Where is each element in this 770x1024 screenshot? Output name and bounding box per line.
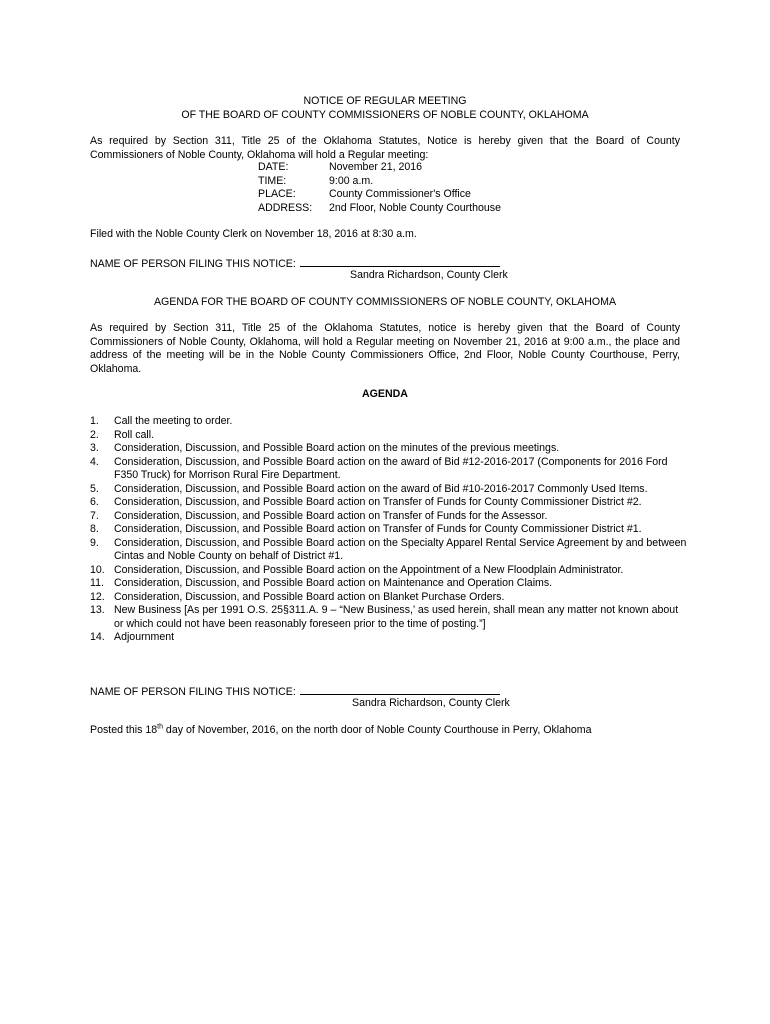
agenda-item-number: 12.	[90, 590, 105, 603]
agenda-item-number: 13.	[90, 604, 105, 616]
agenda-item-number: 14.	[90, 631, 105, 643]
detail-label: DATE:	[258, 161, 289, 173]
agenda-item-number: 11.	[90, 577, 104, 589]
notice-title-line1: NOTICE OF REGULAR MEETING	[303, 95, 467, 107]
agenda-item	[90, 496, 690, 510]
agenda-item-text: Consideration, Discussion, and Possible Board action on Transfer of Funds for County Commissioner District #1.	[114, 523, 642, 535]
agenda-item-text: Consideration, Discussion, and Possible Board action on Transfer of Funds for County Commissioner District #2.	[114, 496, 642, 508]
posted-ordinal: th	[157, 723, 163, 731]
agenda-item-text: New Business [As per 1991 O.S. 25§311.A. 9 – “New Business,’ as used herein, shall mean any matter not known about or which could not have been reasonably foreseen prior to the time of posting.”]	[114, 604, 679, 630]
detail-label: TIME:	[258, 174, 287, 187]
detail-label: ADDRESS:	[258, 201, 313, 214]
agenda-item-text: Adjournment	[114, 631, 175, 643]
agenda-item	[90, 523, 690, 537]
notice-intro-paragraph: As required by Section 311, Title 25 of the Oklahoma Statutes, Notice is hereby given that the Board of County Commissioners of Noble County, Oklahoma will hold a Regular meeting:	[90, 135, 680, 161]
detail-value: November 21, 2016	[329, 161, 423, 173]
agenda-item-text: Call the meeting to order.	[114, 415, 233, 427]
filing-name: Sandra Richardson, County Clerk	[350, 269, 508, 281]
agenda-item	[90, 537, 690, 564]
agenda-item-text: Consideration, Discussion, and Possible Board action on the award of Bid #10-2016-2017 Commonly Used Items.	[114, 482, 648, 495]
agenda-item-text: Roll call.	[114, 428, 155, 441]
agenda-intro-paragraph: As required by Section 311, Title 25 of the Oklahoma Statutes, notice is hereby given that the Board of County Commissioners of Noble County, Oklahoma, will hold a Regular meeting on November 21, 2016 at 9:00 a.m., the place and address of the meeting will be in the Noble County Commissioners Office, 2nd Floor, Noble County Courthouse, Perry, Oklahoma.	[90, 322, 680, 375]
signature-blank-2	[300, 684, 500, 695]
agenda-item	[90, 442, 690, 456]
filing-label-2: NAME OF PERSON FILING THIS NOTICE:	[90, 686, 296, 698]
agenda-item	[90, 564, 690, 578]
meeting-details-table	[258, 161, 501, 215]
agenda-item-text: Consideration, Discussion, and Possible Board action on the award of Bid #12-2016-2017 (Components for 2016 Ford F350 Truck) for Morrison Rural Fire Department.	[114, 455, 668, 481]
posted-statement	[90, 724, 680, 738]
agenda-item	[90, 429, 690, 443]
agenda-item	[90, 631, 690, 645]
posted-suffix: day of November, 2016, on the north door of Noble County Courthouse in Perry, Oklahoma	[162, 724, 592, 736]
agenda-item-number: 2.	[90, 428, 99, 441]
agenda-item-text: Consideration, Discussion, and Possible Board action on Transfer of Funds for the Assessor.	[114, 509, 548, 522]
agenda-item-text: Consideration, Discussion, and Possible Board action on Maintenance and Operation Claims.	[114, 577, 553, 589]
detail-value: 9:00 a.m.	[329, 174, 374, 187]
agenda-item-number: 5.	[90, 482, 99, 495]
filing-label: NAME OF PERSON FILING THIS NOTICE:	[90, 258, 296, 270]
filing-name-2: Sandra Richardson, County Clerk	[352, 697, 510, 709]
agenda-item	[90, 577, 690, 591]
agenda-item-number: 9.	[90, 536, 99, 549]
agenda-item-number: 1.	[90, 415, 99, 427]
agenda-item	[90, 483, 690, 497]
agenda-item-text: Consideration, Discussion, and Possible Board action on the minutes of the previous meetings.	[114, 442, 560, 454]
agenda-item-number: 3.	[90, 442, 99, 454]
agenda-list	[90, 415, 690, 645]
meeting-detail-place	[258, 188, 501, 202]
agenda-item-text: Consideration, Discussion, and Possible Board action on Blanket Purchase Orders.	[114, 590, 505, 603]
agenda-item	[90, 591, 690, 605]
agenda-item-number: 8.	[90, 523, 99, 535]
signature-blank	[300, 256, 500, 267]
meeting-detail-date	[258, 161, 501, 175]
detail-value: County Commissioner's Office	[329, 188, 471, 200]
agenda-item-text: Consideration, Discussion, and Possible Board action on the Appointment of a New Floodplain Administrator.	[114, 563, 624, 576]
agenda-heading: AGENDA FOR THE BOARD OF COUNTY COMMISSIONERS OF NOBLE COUNTY, OKLAHOMA	[153, 296, 617, 308]
detail-value: 2nd Floor, Noble County Courthouse	[329, 201, 501, 214]
agenda-item	[90, 510, 690, 524]
agenda-item	[90, 604, 690, 631]
agenda-item-text: Consideration, Discussion, and Possible Board action on the Specialty Apparel Rental Service Agreement by and between Cintas and Noble County on behalf of District #1.	[114, 536, 687, 562]
agenda-item-number: 7.	[90, 509, 99, 522]
meeting-detail-address	[258, 202, 501, 216]
agenda-item-number: 10.	[90, 563, 105, 576]
posted-prefix: Posted this 18	[90, 724, 158, 736]
meeting-detail-time	[258, 175, 501, 189]
agenda-item-number: 4.	[90, 455, 99, 468]
detail-label: PLACE:	[258, 188, 296, 200]
agenda-item	[90, 456, 690, 483]
notice-title-line2: OF THE BOARD OF COUNTY COMMISSIONERS OF NOBLE COUNTY, OKLAHOMA	[181, 109, 589, 121]
agenda-item-number: 6.	[90, 496, 99, 508]
agenda-title: AGENDA	[362, 388, 408, 400]
filed-statement: Filed with the Noble County Clerk on November 18, 2016 at 8:30 a.m.	[90, 228, 417, 240]
agenda-item	[90, 415, 690, 429]
